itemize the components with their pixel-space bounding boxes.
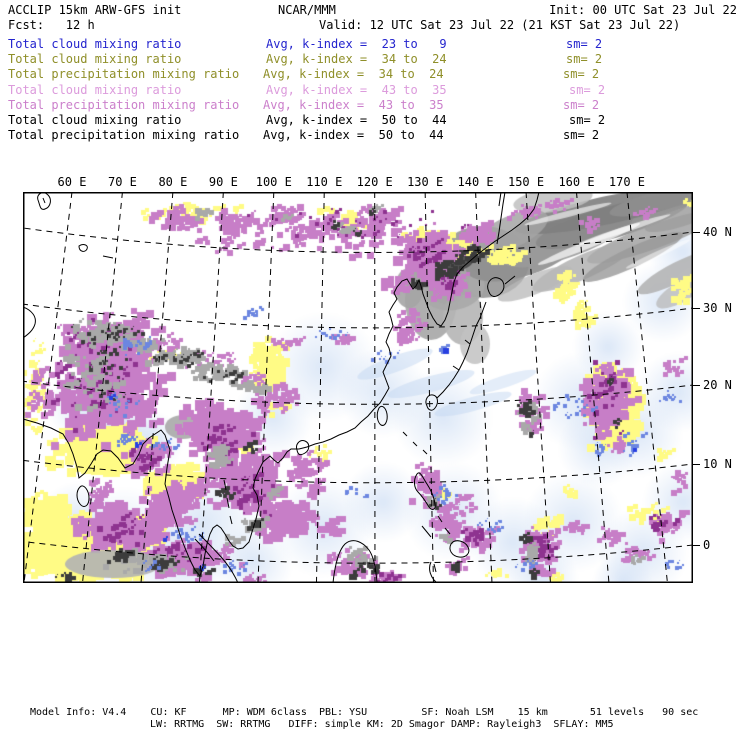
coastline-philippines-chain	[422, 516, 450, 537]
coastline-ryukyu-islands	[403, 432, 427, 454]
legend-row-label: Total cloud mixing ratio	[8, 83, 182, 97]
coastline-andaman-islands	[224, 480, 232, 524]
coastline-japan-kyushu	[426, 395, 438, 410]
legend-row-stat: Avg, k-index = 50 to 44	[266, 113, 447, 127]
legend-row-sm: sm= 2	[563, 128, 600, 142]
legend-row-sm: sm= 2	[569, 113, 606, 127]
graticule	[23, 192, 693, 583]
legend-row-stat: Avg, k-index = 50 to 44	[263, 128, 444, 142]
legend-row-sm: sm= 2	[566, 37, 603, 51]
lat-label: 40 N	[703, 225, 732, 239]
coastline-sri-lanka	[77, 486, 89, 507]
lat-label: 10 N	[703, 457, 732, 471]
legend-row-label: Total cloud mixing ratio	[8, 113, 182, 127]
lon-label: 170 E	[608, 175, 645, 189]
valid-time-label: Valid: 12 UTC Sat 23 Jul 22 (21 KST Sat 23 Jul 22)	[319, 18, 681, 32]
lon-label: 90 E	[208, 175, 238, 189]
org-label: NCAR/MMM	[278, 3, 336, 17]
lon-label: 140 E	[457, 175, 494, 189]
map-border	[24, 193, 693, 583]
coastline-aral-sea	[38, 193, 51, 210]
coastline-gulf-of-oman	[23, 307, 35, 338]
lon-label: 110 E	[306, 175, 343, 189]
lat-tick	[693, 545, 700, 546]
coastline-mainland-asia	[23, 192, 539, 576]
coastline-japan-honshu	[437, 302, 486, 398]
legend-row-stat: Avg, k-index = 34 to 24	[263, 67, 444, 81]
coastline-central-asia-lakes	[79, 245, 113, 258]
lat-label: 0	[703, 538, 711, 552]
legend-row-sm: sm= 2	[563, 67, 600, 81]
coastline-taiwan	[377, 406, 387, 425]
lon-label: 160 E	[558, 175, 595, 189]
model-info-line2: LW: RRTMG SW: RRTMG DIFF: simple KM: 2D Smagor DAMP: Rayleigh3 SFLAY: MM5	[150, 719, 614, 730]
lon-label: 130 E	[407, 175, 444, 189]
coastline-sakhalin	[497, 192, 505, 244]
legend-row-label: Total precipitation mixing ratio	[8, 98, 240, 112]
lon-label: 60 E	[57, 175, 87, 189]
lat-tick	[693, 232, 700, 233]
lat-tick	[693, 464, 700, 465]
lon-label: 70 E	[107, 175, 137, 189]
init-time-label: Init: 00 UTC Sat 23 Jul 22	[549, 3, 737, 17]
lat-tick	[693, 385, 700, 386]
lat-label: 20 N	[703, 378, 732, 392]
lon-label: 80 E	[158, 175, 188, 189]
legend-row-label: Total precipitation mixing ratio	[8, 67, 240, 81]
coastline-japan-hokkaido	[488, 276, 515, 296]
legend-row-label: Total cloud mixing ratio	[8, 52, 182, 66]
plot-title: ACCLIP 15km ARW-GFS init	[8, 3, 182, 17]
legend-row-stat: Avg, k-index = 43 to 35	[266, 83, 447, 97]
lat-label: 30 N	[703, 301, 732, 315]
map-overlay	[23, 192, 693, 583]
legend-row-stat: Avg, k-index = 43 to 35	[263, 98, 444, 112]
coastline-philippines-mindanao	[450, 541, 469, 557]
lon-label: 120 E	[356, 175, 393, 189]
legend-row-label: Total precipitation mixing ratio	[8, 128, 240, 142]
lon-label: 150 E	[507, 175, 545, 189]
lat-tick	[693, 308, 700, 309]
coastline-sulawesi	[430, 562, 437, 583]
legend-row-sm: sm= 2	[566, 52, 603, 66]
model-info-line1: Model Info: V4.4 CU: KF MP: WDM 6class PBL: YSU SF: Noah LSM 15 km 51 levels 90 sec	[30, 707, 699, 718]
legend-row-stat: Avg, k-index = 23 to 9	[266, 37, 447, 51]
forecast-hour-label: Fcst: 12 h	[8, 18, 95, 32]
coastline-borneo	[333, 541, 377, 583]
weather-map	[23, 192, 693, 583]
legend-row-label: Total cloud mixing ratio	[8, 37, 182, 51]
lon-label: 100 E	[255, 175, 292, 189]
legend-row-sm: sm= 2	[569, 83, 606, 97]
legend-row-stat: Avg, k-index = 34 to 24	[266, 52, 447, 66]
legend-row-sm: sm= 2	[563, 98, 600, 112]
